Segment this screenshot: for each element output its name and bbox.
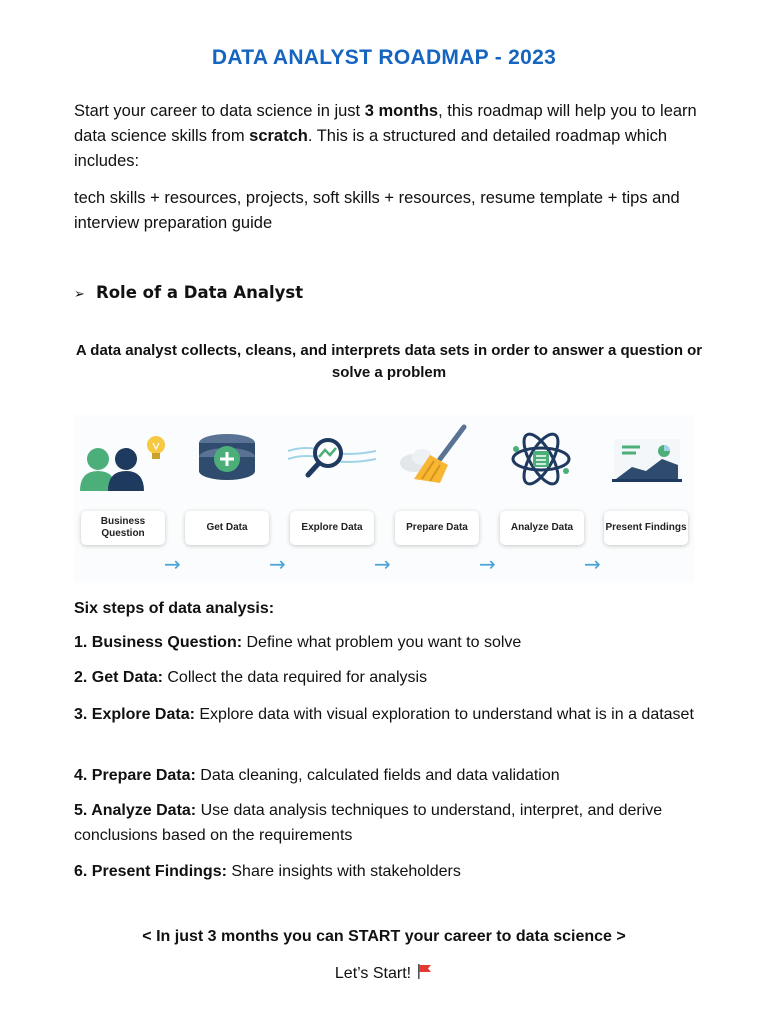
- step-3-label: 3. Explore Data:: [74, 706, 195, 723]
- step-4-text: Data cleaning, calculated fields and data validation: [195, 767, 560, 784]
- step-2: [74, 665, 704, 690]
- step-6: [74, 859, 704, 884]
- flow-arrow-icon: →: [269, 552, 286, 576]
- step-2-text: Collect the data required for analysis: [162, 669, 428, 686]
- intro-paragraph: [74, 99, 704, 174]
- diagram-step-explore-data: Explore Data: [290, 511, 374, 545]
- section-heading-text: Role of a Data Analyst: [96, 283, 304, 302]
- step-4: [74, 763, 704, 788]
- diagram-step-get-data: Get Data: [185, 511, 269, 545]
- steps-heading: Six steps of data analysis:: [74, 600, 275, 617]
- broom-icon: [392, 421, 482, 491]
- includes-paragraph: tech skills + resources, projects, soft skills + resources, resume template + tips and interview preparation guide: [74, 189, 680, 232]
- atom-icon: [496, 421, 586, 491]
- step-1-label: 1. Business Question:: [74, 634, 243, 651]
- people-lightbulb-icon: [76, 421, 166, 491]
- page-title: DATA ANALYST ROADMAP - 2023: [211, 46, 557, 69]
- monitor-chart-icon: [602, 421, 692, 491]
- lets-start: [0, 963, 768, 985]
- step-6-label: 6. Present Findings:: [74, 863, 227, 880]
- intro-text-3: . This is a structured and detailed roadmap which includes:: [74, 127, 668, 170]
- diagram-step-analyze-data: Analyze Data: [500, 511, 584, 545]
- step-1-text: Define what problem you want to solve: [242, 634, 522, 651]
- intro-bold-scratch: scratch: [249, 127, 308, 145]
- step-5: [74, 798, 704, 848]
- step-5-text: Use data analysis techniques to understand, interpret, and derive conclusions based on the requirements: [74, 802, 663, 844]
- section-subtitle: A data analyst collects, cleans, and interprets data sets in order to answer a question or solve a problem: [75, 342, 703, 381]
- step-4-label: 4. Prepare Data:: [74, 767, 196, 784]
- diagram-step-business-question: Business Question: [81, 511, 165, 545]
- flow-arrow-icon: →: [584, 552, 601, 576]
- magnifier-chart-icon: [286, 421, 376, 491]
- arrow-bullet-icon: ➢: [74, 287, 85, 302]
- database-add-icon: [184, 421, 274, 491]
- lets-start-text: Let’s Start!: [334, 965, 412, 982]
- step-3: [74, 702, 704, 727]
- diagram-step-present-findings: Present Findings: [604, 511, 688, 545]
- flow-arrow-icon: →: [374, 552, 391, 576]
- flow-arrow-icon: →: [479, 552, 496, 576]
- step-6-text: Share insights with stakeholders: [226, 863, 461, 880]
- intro-bold-duration: 3 months: [364, 102, 439, 120]
- intro-text-2: , this roadmap will help you to learn data science skills from: [74, 102, 697, 145]
- intro-text-1: Start your career to data science in just: [74, 102, 365, 120]
- step-3-text: Explore data with visual exploration to understand what is in a dataset: [194, 706, 694, 723]
- flow-arrow-icon: →: [164, 552, 181, 576]
- analysis-steps-diagram: [74, 415, 694, 583]
- red-flag-icon: [417, 963, 433, 985]
- section-heading: [74, 283, 303, 302]
- diagram-step-prepare-data: Prepare Data: [395, 511, 479, 545]
- step-2-label: 2. Get Data:: [74, 669, 163, 686]
- step-1: [74, 630, 704, 655]
- call-to-action: < In just 3 months you can START your career to data science >: [142, 928, 626, 945]
- step-5-label: 5. Analyze Data:: [74, 802, 197, 819]
